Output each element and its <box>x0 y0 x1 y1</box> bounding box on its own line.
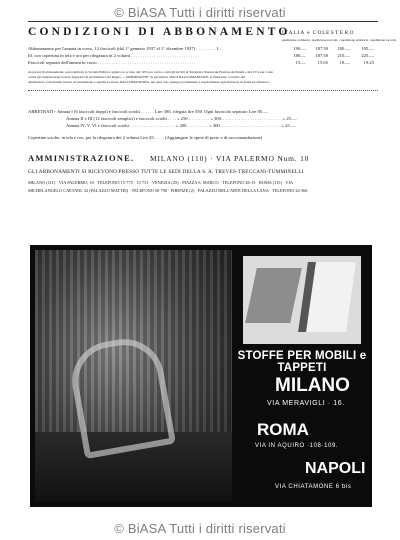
city-milano: MILANO <box>275 375 350 396</box>
sub-row-1-v2: 210.— <box>337 53 350 58</box>
street-napoli: VIA CHIATAMONE 6 bis <box>275 484 352 490</box>
amministrazione-address: MILANO (110) · VIA PALERMO Num. 10 <box>150 154 310 163</box>
street-roma: VIA IN AQUIRO ·108·109. <box>255 443 339 449</box>
note-line-1: Ai prezzi di abbonamento sopra indicati la Società Editrice applica lo sconto del 10% per conto a tutti gli iscritti al Sindacato Nazionale Fascista Architetti e del 15% per conto <box>28 70 274 74</box>
watermark-top: © BiASA Tutti i diritti riservati <box>114 5 286 20</box>
arretrati-row-0: ARRETRATI - Annata I (6 fascicoli doppi) e fascicoli sciolti . . . . . . Lire 300, rilegata lire 350. Ogni fascicolo separato Lire 85.— <box>28 109 268 114</box>
amministrazione-heading: AMMINISTRAZIONE. <box>28 153 135 163</box>
col-head-italia: ITALIA e COL. <box>282 30 329 36</box>
ad-text-panel <box>237 250 367 502</box>
copertine-line: Copertine sciolte, in tela e oro, per la rilegatura dei 2 volumi Lire 45. . . . . (Aggiungere le spese di porto e di raccomandazione) <box>28 135 263 140</box>
city-napoli: NAPOLI <box>305 460 366 477</box>
ad-slogan: STOFFE PER MOBILI e TAPPETI <box>237 350 367 374</box>
sub-row-0-v3: 195.— <box>361 46 374 51</box>
sub-row-2-v3: 19.25 <box>363 60 374 65</box>
arretrati-row-2: Annata IV, V, VI e fascicoli sciolti . . . . . . . . . . . . . . . . . . . . » 200. . . . . . . . . . » 300. . . . . . . . . . . . . . . . . . . . . . . . . . . » 25.— <box>66 123 296 128</box>
sub-row-0-label: Abbonamento per l'annata in corso, 12 fascicoli (dal 1° gennaio 1937 al 1° dicembre 1937) . . . . . . . . . L. <box>28 46 221 51</box>
sub-row-2-v2: 18.— <box>339 60 350 65</box>
sub-row-1-v1: 187.50 <box>315 53 328 58</box>
street-milano: VIA MERAVIGLI · 16. <box>267 400 345 407</box>
sub-row-1-v3: 225.— <box>361 53 374 58</box>
divider-top <box>28 21 378 22</box>
sedi-line-2: MICHELANGELO CAETANI, 32 (PALAZZO MATTEI) · TELEFONO 50·796 · FIRENZE (2) · PALAZZO DELL'ARTE DELLA LANA · TELEFONO 24·566 <box>28 188 308 193</box>
company-logo <box>243 256 361 344</box>
sub-row-2-v1: 15.65 <box>317 60 328 65</box>
note-line-2: a tutti gli studenti delle Scuole Superiori di Architettura del Regno — IMPORTANTE: Si garantisce SOLO RACCOMANDATE, si intendono a rischio del <box>28 75 246 79</box>
advertisement <box>30 245 372 507</box>
city-roma: ROMA <box>257 420 309 439</box>
sub-row-0-v0: 190.— <box>293 46 306 51</box>
note-line-3: destinatario. Gravissimo invece di restituzione a spedire la stessa RACCOMANDATA, nel qual caso giunge prontamente e regolarmente agli abbonati, in Italia ed all'estero. <box>28 80 270 84</box>
arretrati-row-1: Annata II e III (12 fascicoli semplici) e fascicoli sciolti . . . . » 250. . . . . . . . . . » 300. . . . . . . . . . . . . . . . . . . . . . . . . . . » 25.— <box>66 116 297 121</box>
abbonamenti-line: GLI ABBONAMENTI SI RICEVONO PRESSO TUTTE LE SEDI DELLA S. A. TREVES-TRECCANI-TUMMINELLI <box>28 169 304 175</box>
col-subheads: spedizione ordinaria | spedizione raccom. | spedizione ordinaria | spedizione raccom. <box>282 38 397 42</box>
sub-row-1-v0: 180.— <box>293 53 306 58</box>
watermark-bottom: © BiASA Tutti i diritti riservati <box>114 521 286 536</box>
sub-row-2-v0: 15.— <box>295 60 306 65</box>
page-title: CONDIZIONI DI ABBONAMENTO <box>28 26 291 38</box>
sub-row-0-v2: 180.— <box>337 46 350 51</box>
sub-row-0-v1: 187.50 <box>315 46 328 51</box>
sub-row-2-label: Fascicoli separati dell'annata in corso . . . . . . . . . . . . . . . . . . . . . . . . . . . . . . . . . . . . . . . . . . . <box>28 60 196 65</box>
sedi-line-1: MILANO (111) · VIA PALERMO, 10 · TELEFONO 15·775 · 15·751 · VENEZIA (25) · PIAZZA S. MARCO · TELEFONO 26-15 · ROMA (115) · VIA <box>28 180 293 185</box>
ad-photo <box>35 250 232 502</box>
col-head-estero: ESTERO <box>326 30 356 36</box>
sub-row-1-label: Id. con copertina in tela e oro per rilegatura in 2 volumi . . . . . . . . . . . . . . . . . . . . . . . . . . . . . . <box>28 53 199 58</box>
divider-mid <box>28 90 378 91</box>
